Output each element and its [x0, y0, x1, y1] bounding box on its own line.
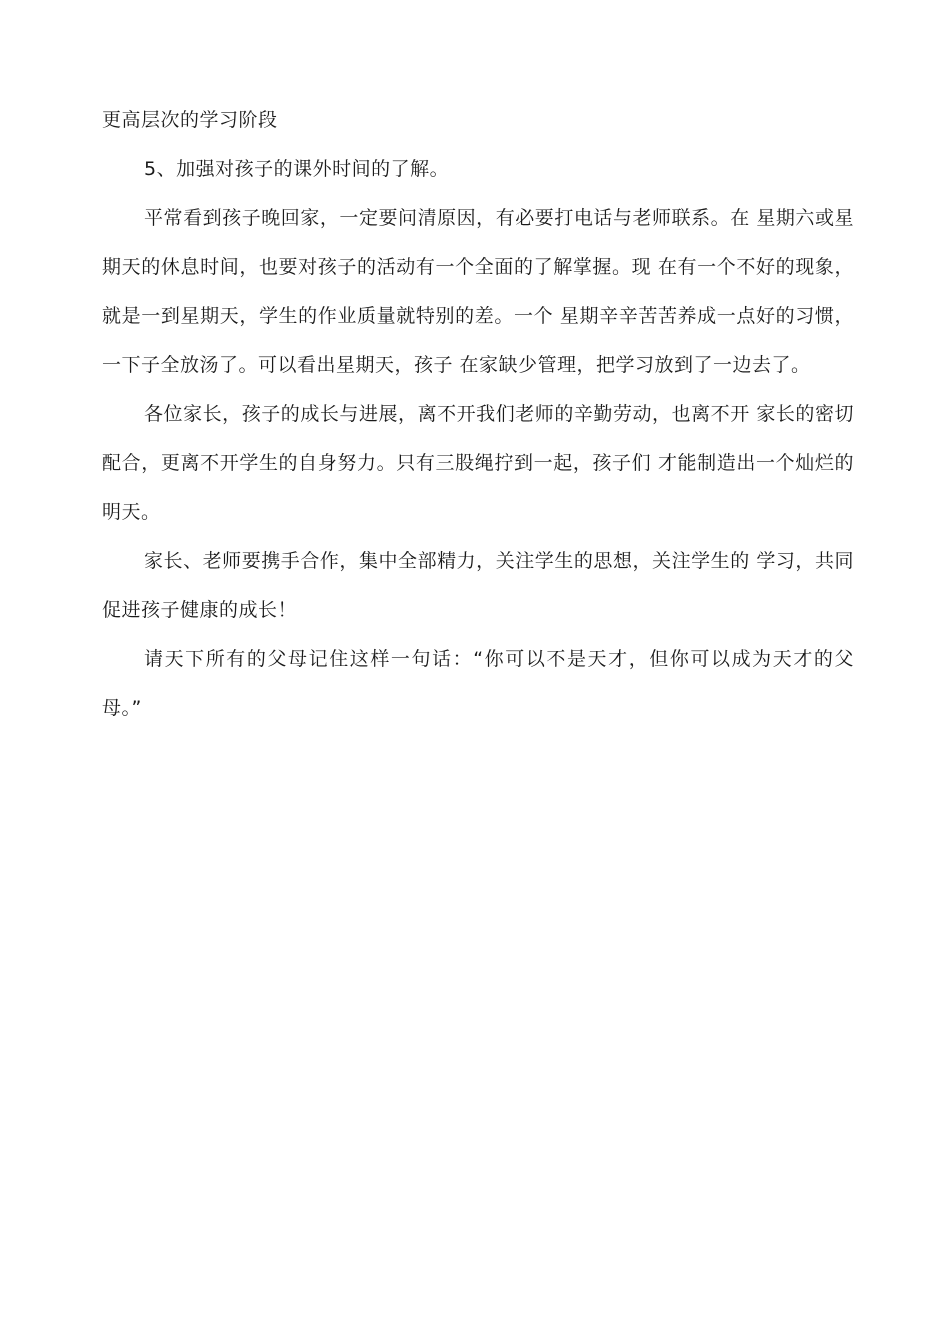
paragraph-continuation: 更高层次的学习阶段: [102, 109, 278, 131]
paragraph-join-hands: 家长、老师要携手合作，集中全部精力，关注学生的思想，关注学生的 学习，共同促进孩子健康的成长！: [102, 550, 854, 621]
paragraph-weekend-supervision: 平常看到孩子晚回家，一定要问清原因，有必要打电话与老师联系。在 星期六或星期天的休息时间，也要对孩子的活动有一个全面的了解掌握。现 在有一个不好的现象，就是一到星期天，学生的作业质量就特别的差。一个 星期辛辛苦苦养成一点好的习惯，一下子全放汤了。可以看出星期天，孩子 在家缺少管理，把学习放到了一边去了。: [102, 207, 854, 376]
document-body: [102, 96, 854, 733]
paragraph-closing-quote: 请天下所有的父母记住这样一句话：“你可以不是天才，但你可以成为天才的父母。”: [102, 648, 854, 719]
paragraph-heading-5: 5、加强对孩子的课外时间的了解。: [144, 158, 450, 180]
paragraph-cooperation: 各位家长，孩子的成长与进展，离不开我们老师的辛勤劳动，也离不开 家长的密切配合，更离不开学生的自身努力。只有三股绳拧到一起，孩子们 才能制造出一个灿烂的明天。: [102, 403, 854, 523]
